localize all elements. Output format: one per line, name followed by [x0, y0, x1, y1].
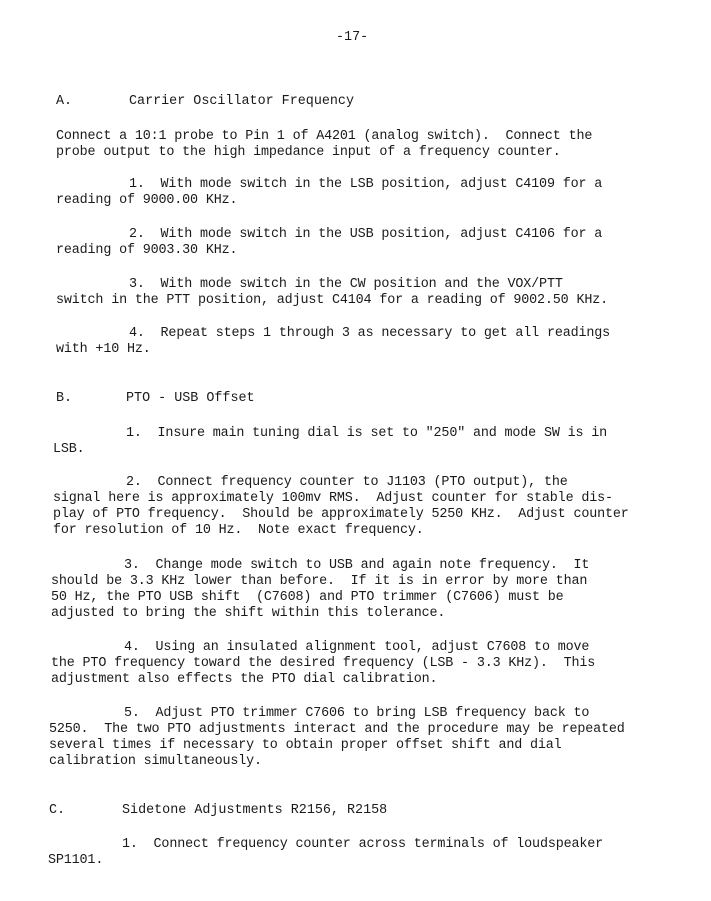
section-c-step-1-cont: SP1101. [48, 853, 104, 868]
section-a-step-1: 1. With mode switch in the LSB position, adjust C4109 for a [129, 177, 603, 192]
page-number: -17- [336, 30, 369, 45]
section-a-step-1-cont: reading of 9000.00 KHz. [56, 193, 238, 208]
section-a-step-3-cont: switch in the PTT position, adjust C4104 for a reading of 9002.50 KHz. [56, 293, 608, 308]
section-a-step-2-cont: reading of 9003.30 KHz. [56, 243, 238, 258]
section-c-letter: C. [49, 803, 66, 818]
section-a-step-2: 2. With mode switch in the USB position, adjust C4106 for a [129, 227, 603, 242]
section-a-title: Carrier Oscillator Frequency [129, 94, 354, 109]
section-b-step-2-cont: signal here is approximately 100mv RMS. Adjust counter for stable dis- [53, 491, 613, 506]
section-b-step-2: 2. Connect frequency counter to J1103 (PTO output), the [126, 475, 568, 490]
section-a-letter: A. [56, 94, 73, 109]
section-b-step-4: 4. Using an insulated alignment tool, adjust C7608 to move [124, 640, 590, 655]
section-a-step-3: 3. With mode switch in the CW position and the VOX/PTT [129, 277, 563, 292]
section-b-step-2-cont: play of PTO frequency. Should be approximately 5250 KHz. Adjust counter [53, 507, 629, 522]
section-c-title: Sidetone Adjustments R2156, R2158 [122, 803, 388, 818]
section-b-step-1-cont: LSB. [53, 442, 85, 457]
section-a-step-4-cont: with +10 Hz. [56, 342, 151, 357]
section-b-step-3-cont: 50 Hz, the PTO USB shift (C7608) and PTO trimmer (C7606) must be [51, 590, 564, 605]
section-b-step-5: 5. Adjust PTO trimmer C7606 to bring LSB frequency back to [124, 706, 590, 721]
section-b-step-4-cont: the PTO frequency toward the desired frequency (LSB - 3.3 KHz). This [51, 656, 596, 671]
section-b-step-5-cont: calibration simultaneously. [49, 754, 262, 769]
section-b-step-1: 1. Insure main tuning dial is set to "250" and mode SW is in [126, 426, 608, 441]
section-a-step-4: 4. Repeat steps 1 through 3 as necessary to get all readings [129, 326, 611, 341]
section-c-step-1: 1. Connect frequency counter across terminals of loudspeaker [122, 837, 604, 852]
section-b-letter: B. [56, 391, 73, 406]
section-b-step-5-cont: 5250. The two PTO adjustments interact and the procedure may be repeated [49, 722, 625, 737]
section-b-step-3-cont: should be 3.3 KHz lower than before. If it is in error by more than [51, 574, 588, 589]
section-b-step-4-cont: adjustment also effects the PTO dial calibration. [51, 672, 438, 687]
section-b-step-2-cont: for resolution of 10 Hz. Note exact frequency. [53, 523, 424, 538]
section-a-intro-line: Connect a 10:1 probe to Pin 1 of A4201 (analog switch). Connect the [56, 129, 593, 144]
section-b-step-3: 3. Change mode switch to USB and again note frequency. It [124, 558, 590, 573]
section-a-intro-line: probe output to the high impedance input of a frequency counter. [56, 145, 561, 160]
section-b-step-5-cont: several times if necessary to obtain proper offset shift and dial [49, 738, 562, 753]
section-b-title: PTO - USB Offset [126, 391, 255, 406]
section-b-step-3-cont: adjusted to bring the shift within this tolerance. [51, 606, 446, 621]
